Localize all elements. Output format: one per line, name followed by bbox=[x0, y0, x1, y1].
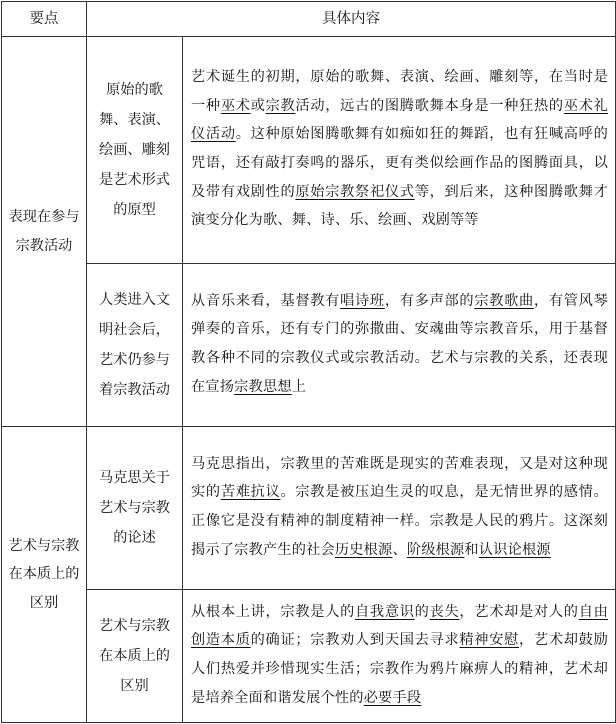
key-term: 自由创造本质 bbox=[191, 603, 608, 649]
key-term: 阶级根源 bbox=[406, 541, 465, 558]
key-term: 原始宗教祭祀仪式 bbox=[295, 183, 415, 200]
sub-label: 艺术与宗教在本质上的区别 bbox=[87, 590, 183, 723]
key-term: 认识论根源 bbox=[478, 541, 551, 558]
key-term: 唱诗班 bbox=[340, 292, 385, 309]
key-term: 巫术 bbox=[220, 97, 251, 114]
key-term: 宗教思想 bbox=[234, 378, 292, 395]
section-title-essential-difference: 艺术与宗教在本质上的区别 bbox=[2, 427, 87, 723]
table-row bbox=[2, 37, 616, 264]
sub-label: 原始的歌舞、表演、绘画、雕刻是艺术形式的原型 bbox=[87, 37, 183, 264]
header-key-point: 要点 bbox=[2, 2, 87, 37]
section-title-religious-activity: 表现在参与宗教活动 bbox=[2, 37, 87, 427]
sub-label: 马克思关于艺术与宗教的论述 bbox=[87, 427, 183, 590]
table-row bbox=[2, 264, 616, 427]
header-row bbox=[2, 2, 616, 37]
content-table bbox=[1, 1, 616, 723]
key-term: 巫术礼仪活动 bbox=[191, 97, 609, 143]
key-term: 必要手段 bbox=[363, 689, 422, 706]
table-row bbox=[2, 590, 616, 723]
key-term: 精神安慰 bbox=[459, 632, 520, 649]
key-term: 宗教歌曲 bbox=[474, 292, 534, 309]
content-cell: 马克思指出，宗教里的苦难既是现实的苦难表现，又是对这种现实的苦难抗议。宗教是被压迫生灵的叹息，是无情世界的感情。正像它是没有精神的制度精神一样。宗教是人民的鸦片。这深刻揭示了宗教产生的社会历史根源、阶级根源和认识论根源 bbox=[183, 427, 616, 590]
key-term: 历史根源 bbox=[334, 541, 393, 558]
sub-label: 人类进入文明社会后，艺术仍参与着宗教活动 bbox=[87, 264, 183, 427]
content-cell: 从根本上讲，宗教是人的自我意识的丧失，艺术却是对人的自由创造本质的确证；宗教劝人到天国去寻求精神安慰，艺术却鼓励人们热爱并珍惜现实生活；宗教作为鸦片麻痹人的精神，艺术却是培养全面和谐发展个性的必要手段 bbox=[183, 590, 616, 723]
content-cell: 艺术诞生的初期，原始的歌舞、表演、绘画、雕刻等，在当时是一种巫术或宗教活动，远古的图腾歌舞本身是一种狂热的巫术礼仪活动。这种原始图腾歌舞有如痴如狂的舞蹈，也有狂喊高呼的咒语，还有敲打奏鸣的器乐，更有类似绘画作品的图腾面具，以及带有戏剧性的原始宗教祭祀仪式等，到后来，这种图腾歌舞才演变分化为歌、舞、诗、乐、绘画、戏剧等等 bbox=[183, 37, 616, 264]
key-term: 自我意识 bbox=[355, 603, 415, 620]
key-term: 丧失 bbox=[429, 603, 460, 620]
header-content: 具体内容 bbox=[87, 2, 616, 37]
table-row bbox=[2, 427, 616, 590]
content-cell: 从音乐来看，基督教有唱诗班，有多声部的宗教歌曲，有管风琴弹奏的音乐，还有专门的弥撒曲、安魂曲等宗教音乐，用于基督教各种不同的宗教仪式或宗教活动。艺术与宗教的关系，还表现在宣扬宗教思想上 bbox=[183, 264, 616, 427]
key-term: 苦难抗议 bbox=[220, 484, 281, 501]
key-term: 宗教 bbox=[265, 97, 296, 114]
